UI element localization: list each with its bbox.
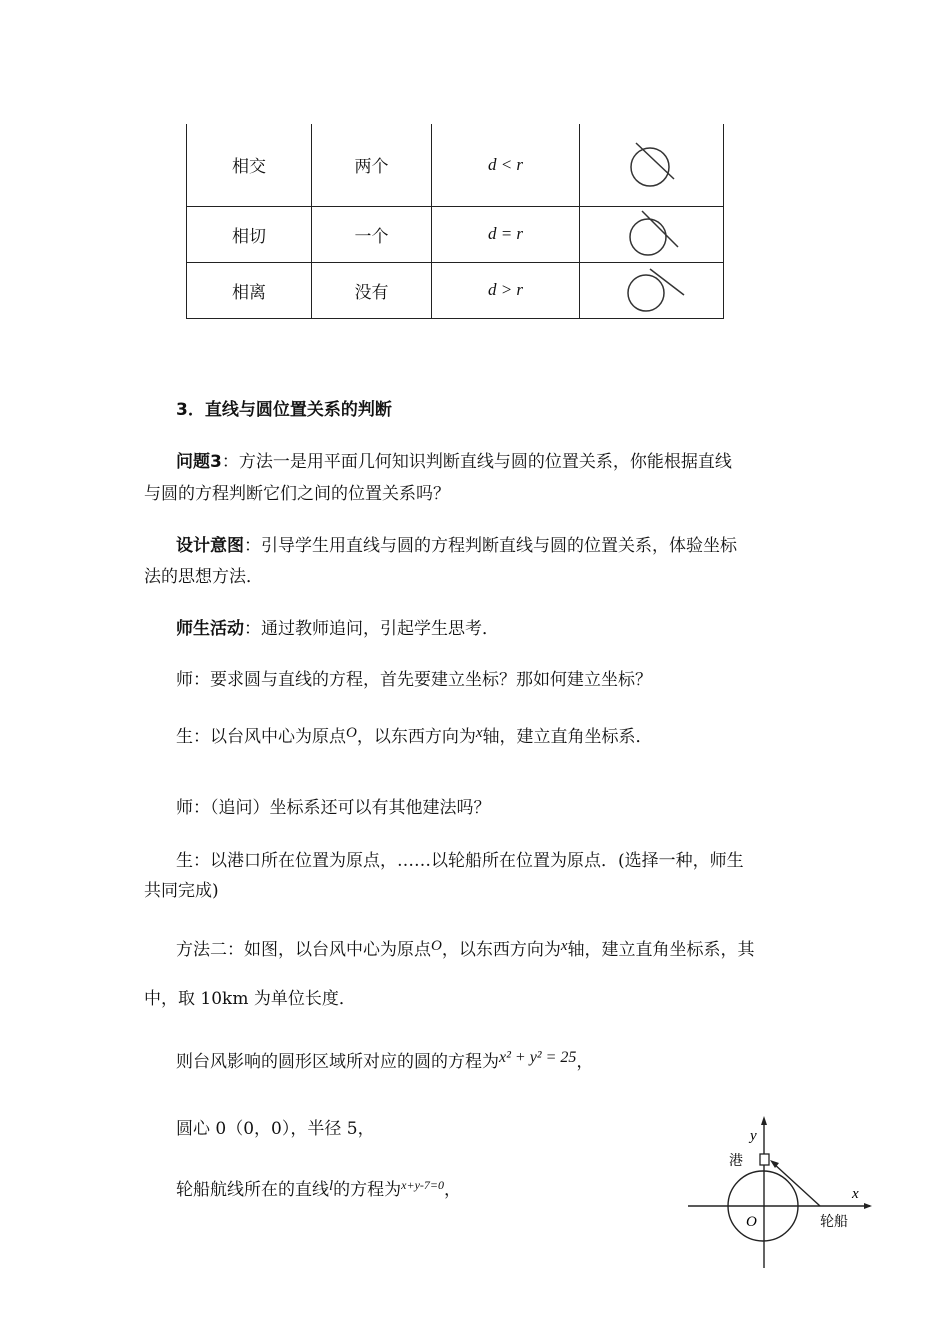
relation-table xyxy=(186,124,724,319)
relation-cell: 相离 xyxy=(187,262,312,318)
method-2-part: ，以东西方向为 xyxy=(441,940,561,960)
design-intent-text: ：引导学生用直线与圆的方程判断直线与圆的位置关系，体验坐标 xyxy=(244,536,737,556)
line-equation: x+y-7=0 xyxy=(401,1178,445,1192)
circle-tangent-icon xyxy=(612,209,692,259)
line-equation-line xyxy=(176,1174,461,1201)
table-row xyxy=(187,124,724,206)
origin-symbol: O xyxy=(346,725,357,741)
port-label: 港 xyxy=(729,1153,743,1169)
icon-cell xyxy=(580,206,724,262)
port-marker xyxy=(760,1154,769,1165)
question-3-line-1 xyxy=(176,451,732,473)
student-answer-1-part: 轴，建立直角坐标系． xyxy=(482,727,653,747)
circle-center-line: 圆心 0（0，0），半径 5， xyxy=(176,1119,375,1139)
table-row xyxy=(187,262,724,318)
relation-cell: 相交 xyxy=(187,124,312,206)
line-equation-text: 的方程为 xyxy=(333,1180,402,1200)
icon-cell xyxy=(580,124,724,206)
design-intent-line-1 xyxy=(176,535,737,557)
coordinate-diagram xyxy=(680,1110,880,1272)
student-answer-1-part: 生：以台风中心为原点 xyxy=(176,727,346,747)
student-answer-2-line-1: 生：以港口所在位置为原点，……以轮船所在位置为原点．(选择一种，师生 xyxy=(176,851,744,871)
student-answer-1 xyxy=(176,722,653,748)
x-axis-arrow-icon xyxy=(864,1203,872,1209)
table-row xyxy=(187,206,724,262)
question-3-line-2: 与圆的方程判断它们之间的位置关系吗？ xyxy=(144,484,450,504)
activity-text: ：通过教师追问，引起学生思考． xyxy=(244,619,499,639)
circle-secant-icon xyxy=(612,135,692,195)
origin-label: O xyxy=(746,1214,757,1230)
condition-cell: d < r xyxy=(432,124,580,206)
design-intent-label: 设计意图 xyxy=(176,536,244,556)
teacher-question-2: 师：（追问）坐标系还可以有其他建法吗？ xyxy=(176,798,491,818)
count-cell: 两个 xyxy=(312,124,432,206)
x-label: x xyxy=(852,1186,859,1202)
question-3-text: ：方法一是用平面几何知识判断直线与圆的位置关系，你能根据直线 xyxy=(221,452,732,472)
activity-line xyxy=(176,618,499,640)
student-answer-2-line-2: 共同完成) xyxy=(144,881,219,901)
circle-equation-end: ， xyxy=(576,1052,594,1072)
relation-cell: 相切 xyxy=(187,206,312,262)
circle-equation: x² + y² = 25 xyxy=(499,1049,577,1066)
y-axis-arrow-icon xyxy=(761,1116,767,1125)
method-2-part: 方法二：如图，以台风中心为原点 xyxy=(176,940,431,960)
circle-equation-line xyxy=(176,1047,593,1073)
x-axis-symbol: x xyxy=(475,725,483,741)
icon-cell xyxy=(580,262,724,318)
line-equation-text: 轮船航线所在的直线 xyxy=(176,1180,329,1200)
method-2-part: 轴，建立直角坐标系，其 xyxy=(567,940,755,960)
activity-label: 师生活动 xyxy=(176,619,244,639)
count-cell: 没有 xyxy=(312,262,432,318)
section-heading: 3．直线与圆位置关系的判断 xyxy=(176,400,392,420)
method-2-line-1 xyxy=(176,935,755,961)
circle-separate-icon xyxy=(612,265,692,315)
ship-route-line xyxy=(773,1163,820,1206)
question-3-label: 问题3 xyxy=(176,452,222,472)
y-label: y xyxy=(750,1128,757,1144)
ship-label: 轮船 xyxy=(820,1214,848,1230)
design-intent-line-2: 法的思想方法． xyxy=(144,567,263,587)
teacher-question-1: 师：要求圆与直线的方程，首先要建立坐标？那如何建立坐标？ xyxy=(176,670,652,690)
line-symbol: l xyxy=(329,1178,334,1194)
line-equation-end: ， xyxy=(444,1180,462,1200)
count-cell: 一个 xyxy=(312,206,432,262)
condition-cell: d > r xyxy=(432,262,580,318)
condition-cell: d = r xyxy=(432,206,580,262)
x-axis-symbol: x xyxy=(560,938,568,954)
origin-symbol: O xyxy=(431,938,442,954)
student-answer-1-part: ，以东西方向为 xyxy=(356,727,476,747)
circle-equation-text: 则台风影响的圆形区域所对应的圆的方程为 xyxy=(176,1052,499,1072)
method-2-line-2: 中，取 10km 为单位长度． xyxy=(144,989,356,1009)
